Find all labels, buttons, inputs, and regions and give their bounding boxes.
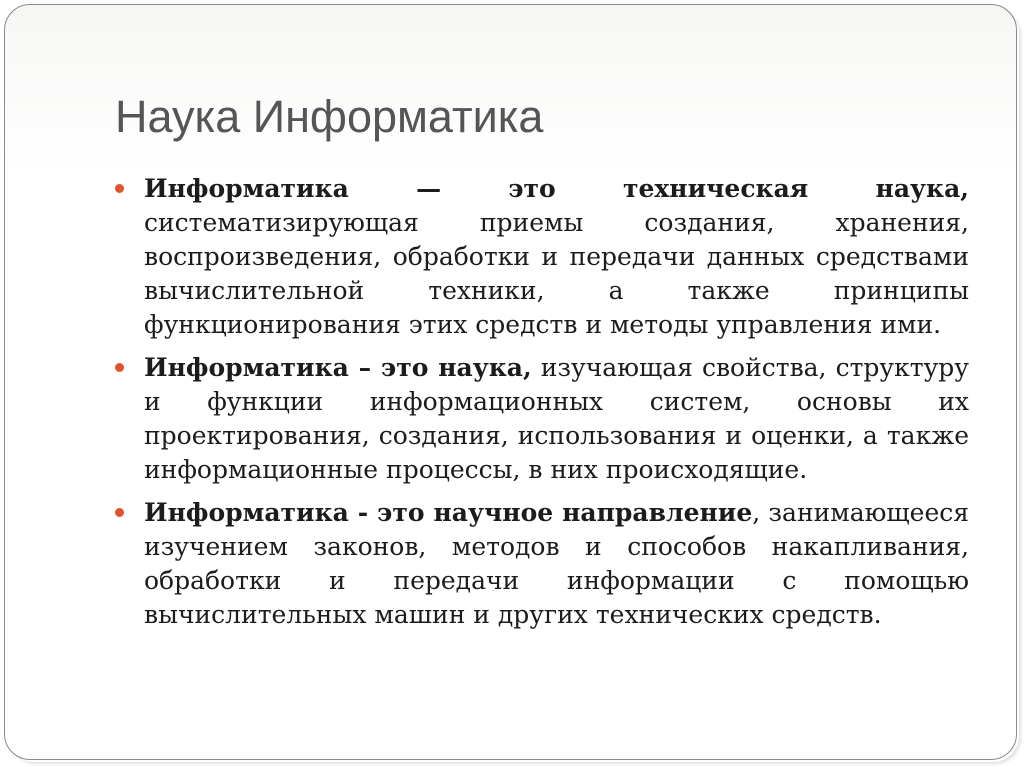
- bullet-lead: Информатика – это наука,: [144, 353, 532, 382]
- bullet-dot-icon: [115, 184, 124, 193]
- bullet-text: , занимающееся изучением законов, методов и способов накапливания, обработки и передачи информации с помощью вычислительных машин и других технических средств.: [144, 498, 970, 629]
- slide: [4, 4, 1017, 760]
- bullet-item: [111, 351, 969, 487]
- bullet-lead: Информатика — это техническая наука,: [144, 174, 969, 203]
- bullet-dot-icon: [115, 508, 124, 517]
- bullet-dot-icon: [115, 363, 124, 372]
- bullet-item: [111, 496, 969, 632]
- bullet-list: [111, 172, 969, 641]
- slide-title: Наука Информатика: [115, 91, 544, 142]
- bullet-text: систематизирующая приемы создания, хранения, воспроизведения, обработки и передачи данных средствами вычислительной техники, а также принципы функционирования этих средств и методы управления ими.: [144, 208, 969, 339]
- bullet-lead: Информатика - это научное направление: [144, 498, 753, 527]
- bullet-text: изучающая свойства, структуру и функции информационных систем, основы их проектирования, создания, использования и оценки, а также информационные процессы, в них происходящие.: [144, 353, 969, 484]
- bullet-item: [111, 172, 969, 342]
